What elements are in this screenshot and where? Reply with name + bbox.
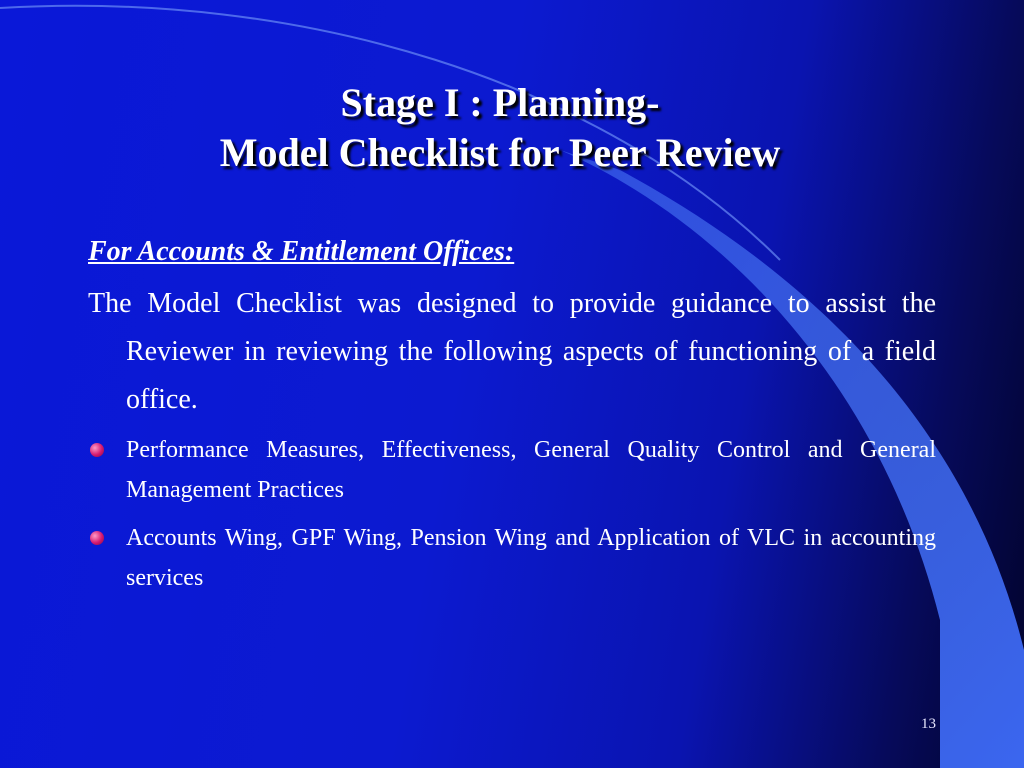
- title-line-1: Stage I : Planning-: [340, 80, 660, 125]
- slide-number: 13: [921, 716, 936, 732]
- bullet-text-1: Performance Measures, Effectiveness, General Quality Control and General Management Practices: [126, 437, 936, 503]
- intro-paragraph: The Model Checklist was designed to provide guidance to assist the Reviewer in reviewing the following aspects of functioning of a field office.: [88, 288, 936, 415]
- bullet-dot-icon: [90, 531, 104, 545]
- slide-title: [0, 78, 1000, 178]
- section-subheading: For Accounts & Entitlement Offices:: [88, 236, 515, 267]
- bullet-item-2: [88, 518, 936, 598]
- title-line-2: Model Checklist for Peer Review: [219, 130, 781, 175]
- bullet-dot-icon: [90, 443, 104, 457]
- bullet-text-2: Accounts Wing, GPF Wing, Pension Wing and Application of VLC in accounting services: [126, 525, 936, 591]
- slide-content: [88, 232, 936, 606]
- bullet-item-1: [88, 430, 936, 510]
